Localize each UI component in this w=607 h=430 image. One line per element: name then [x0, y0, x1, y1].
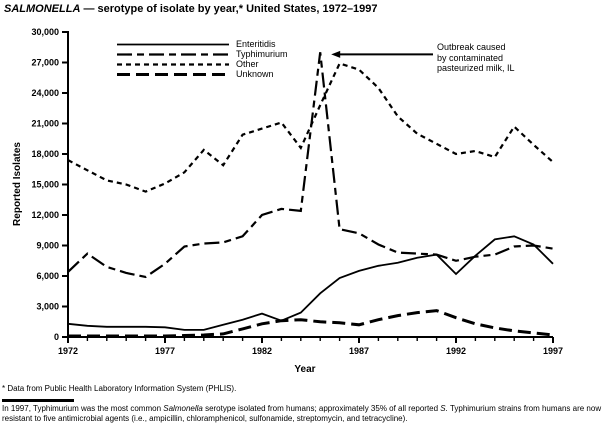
x-axis-tick-label: 1997 [542, 346, 564, 356]
footnote-divider [2, 399, 74, 402]
legend-label-unknown: Unknown [236, 69, 274, 79]
footnote-data-source: * Data from Public Health Laboratory Information System (PHLIS). [2, 384, 237, 393]
footnote2-text: Typhimurium strains from humans are now resistant to five antimicrobial agents (i.e., ampicillin, chloramphenicol, sulfonamide, streptomycin, and tetracycline). [2, 404, 602, 423]
y-axis-tick-label: 0 [53, 332, 59, 342]
chart-legend [117, 40, 288, 80]
legend-item-unknown [117, 70, 288, 79]
x-axis-tick-label: 1992 [445, 346, 467, 356]
series-unknown-line [68, 311, 553, 336]
legend-item-enteritidis [117, 40, 288, 49]
enteritidis-line-sample-icon [117, 40, 229, 49]
legend-label-other: Other [236, 59, 259, 69]
x-axis-tick-label: 1987 [348, 346, 370, 356]
figure-title-genus: SALMONELLA [4, 3, 81, 15]
y-axis-tick-label: 15,000 [31, 179, 59, 190]
y-axis-tick-label: 30,000 [31, 27, 59, 37]
footnote-typhimurium-resistance [2, 404, 606, 423]
footnote2-text: In 1997, Typhimurium was the most common [2, 404, 164, 413]
x-axis-tick-label: 1972 [57, 346, 79, 356]
other-line-sample-icon [117, 60, 229, 69]
legend-label-enteritidis: Enteritidis [236, 39, 276, 49]
y-axis-tick-label: 24,000 [31, 88, 59, 98]
annotation-arrow-head-icon [331, 51, 340, 58]
y-axis-tick-label: 18,000 [31, 149, 59, 159]
y-axis-title: Reported Isolates [12, 142, 23, 226]
series-other-line [68, 64, 553, 192]
x-axis-title: Year [294, 364, 316, 375]
x-axis-tick-label: 1977 [154, 346, 176, 356]
legend-label-typhimurium: Typhimurium [236, 49, 288, 59]
series-typhimurium-line [68, 49, 553, 277]
y-axis-tick-label: 9,000 [36, 240, 59, 251]
y-axis-tick-label: 21,000 [31, 118, 59, 129]
footnote2-italic-s: S. [440, 404, 448, 413]
typhimurium-line-sample-icon [117, 50, 229, 59]
outbreak-annotation-line3: pasteurized milk, IL [437, 63, 515, 73]
y-axis-tick-label: 27,000 [31, 57, 59, 68]
footnote2-italic-salmonella: Salmonella [163, 404, 203, 413]
outbreak-annotation [437, 42, 515, 74]
outbreak-annotation-line2: by contaminated [437, 52, 504, 63]
unknown-line-sample-icon [117, 70, 229, 79]
footnote2-text: serotype isolated from humans; approximately 35% of all reported [202, 404, 441, 413]
legend-item-typhimurium [117, 50, 288, 59]
series-enteritidis-line [68, 236, 553, 330]
y-axis-tick-label: 12,000 [31, 210, 59, 220]
x-axis-tick-label: 1982 [251, 346, 273, 356]
legend-item-other [117, 60, 288, 69]
y-axis-tick-label: 3,000 [36, 301, 59, 312]
y-axis-tick-label: 6,000 [36, 271, 59, 281]
outbreak-annotation-line1: Outbreak caused [437, 42, 506, 52]
figure-title-rest: — serotype of isolate by year,* United States, 1972–1997 [80, 3, 378, 15]
